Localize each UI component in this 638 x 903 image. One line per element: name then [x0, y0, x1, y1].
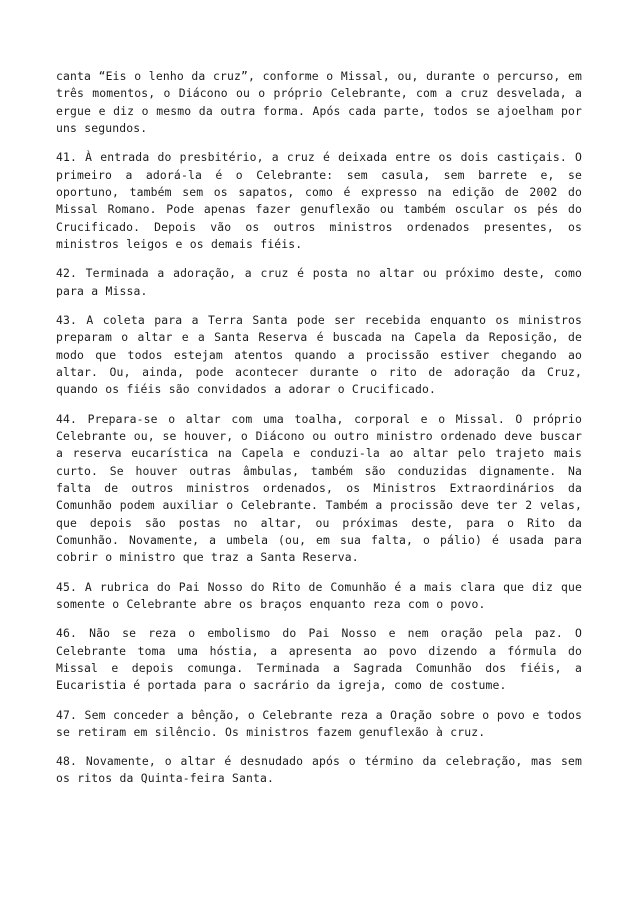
- paragraph-45: 45. A rubrica do Pai Nosso do Rito de Comunhão é a mais clara que diz que somente o Celebrante abre os braços enquanto reza com o povo.: [56, 579, 582, 611]
- paragraph-44: 44. Prepara-se o altar com uma toalha, corporal e o Missal. O próprio Celebrante ou, se houver, o Diácono ou outro ministro ordenado deve buscar a reserva eucarística na Capela e conduzi-la ao altar pelo trajeto mais curto. Se houver outras âmbulas, também são conduzidas dignamente. Na falta de outros ministros ordenados, os Ministros Extraordinários da Comunhão podem auxiliar o Celebrante. Também a procissão deve ter 2 velas, que depois são postas no altar, ou próximas deste, para o Rito da Comunhão. Novamente, a umbela (ou, em sua falta, o pálio) é usada para cobrir o ministro que traz a Santa Reserva.: [56, 411, 582, 565]
- paragraph-41: 41. À entrada do presbitério, a cruz é deixada entre os dois castiçais. O primeiro a adorá-la é o Celebrante: sem casula, sem barrete e, se oportuno, também sem os sapatos, como é expresso na edição de 2002 do Missal Romano. Pode apenas fazer genuflexão ou também oscular os pés do Crucificado. Depois vão os outros ministros ordenados presentes, os ministros leigos e os demais fiéis.: [56, 150, 582, 251]
- paragraph-46: 46. Não se reza o embolismo do Pai Nosso e nem oração pela paz. O Celebrante toma uma hóstia, a apresenta ao povo dizendo a fórmula do Missal e depois comunga. Terminada a Sagrada Comunhão dos fiéis, a Eucaristia é portada para o sacrário da igreja, como de costume.: [56, 626, 582, 693]
- paragraph-48: 48. Novamente, o altar é desnudado após o término da celebração, mas sem os ritos da Quinta-feira Santa.: [56, 754, 582, 786]
- paragraph-47: 47. Sem conceder a bênção, o Celebrante reza a Oração sobre o povo e todos se retiram em silêncio. Os ministros fazem genuflexão à cruz.: [56, 707, 582, 739]
- paragraph-43: 43. A coleta para a Terra Santa pode ser recebida enquanto os ministros preparam o altar e a Santa Reserva é buscada na Capela da Reposição, de modo que todos estejam atentos quando a procissão estiver chegando ao altar. Ou, ainda, pode acontecer durante o rito de adoração da Cruz, quando os fiéis são convidados a adorar o Crucificado.: [56, 312, 582, 397]
- paragraph-42: 42. Terminada a adoração, a cruz é posta no altar ou próximo deste, como para a Missa.: [56, 266, 582, 298]
- paragraph-intro: canta “Eis o lenho da cruz”, conforme o Missal, ou, durante o percurso, em três momentos, o Diácono ou o próprio Celebrante, com a cruz desvelada, a ergue e diz o mesmo da outra forma. Após cada parte, todos se ajoelham por uns segundos.: [56, 69, 582, 135]
